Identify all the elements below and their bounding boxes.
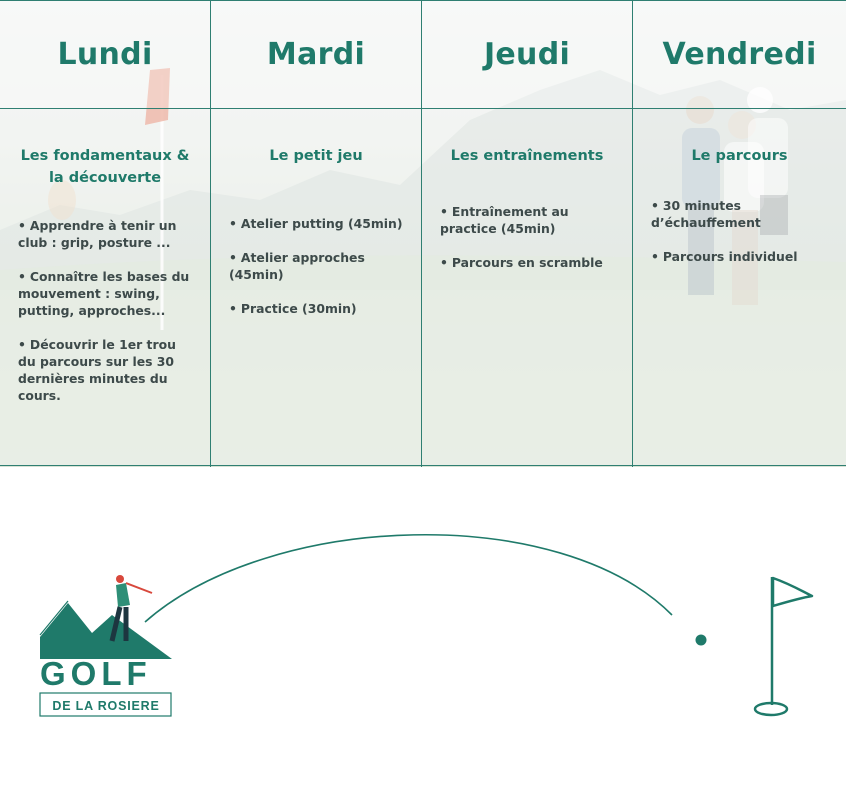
day-content bbox=[211, 109, 421, 466]
day-column-lundi bbox=[0, 0, 211, 467]
list-item: • 30 minutes d’échauffement bbox=[651, 198, 761, 230]
activity-list bbox=[440, 203, 614, 271]
day-theme: Le parcours bbox=[691, 148, 788, 164]
golf-illustration bbox=[0, 467, 846, 800]
logo-subtitle: DE LA ROSIERE bbox=[52, 699, 160, 713]
activity-list bbox=[229, 215, 403, 317]
day-title: Vendredi bbox=[662, 37, 817, 72]
day-theme: Le petit jeu bbox=[269, 148, 363, 164]
day-theme: Les entraînements bbox=[450, 148, 604, 164]
list-item: • Atelier approches (45min) bbox=[229, 250, 365, 282]
day-title: Jeudi bbox=[483, 37, 571, 72]
day-title: Mardi bbox=[266, 37, 366, 72]
day-header bbox=[422, 0, 632, 109]
list-item: • Connaître les bases du mouvement : swing, putting, approches... bbox=[18, 269, 190, 318]
golf-logo bbox=[40, 575, 172, 716]
list-item: • Parcours en scramble bbox=[440, 255, 603, 270]
day-header bbox=[633, 0, 846, 109]
flag-icon bbox=[755, 577, 812, 715]
day-header bbox=[211, 0, 421, 109]
list-item: • Apprendre à tenir un club : grip, posture ... bbox=[18, 218, 177, 250]
day-column-jeudi bbox=[422, 0, 633, 467]
golf-ball-icon bbox=[696, 635, 707, 646]
day-column-vendredi bbox=[633, 0, 846, 467]
list-item: • Practice (30min) bbox=[229, 301, 357, 316]
activity-list bbox=[651, 197, 828, 265]
day-header bbox=[0, 0, 210, 109]
day-content bbox=[0, 109, 210, 466]
activity-list bbox=[18, 217, 192, 404]
day-theme: Les fondamentaux & la découverte bbox=[20, 148, 190, 186]
logo-word: GOLF bbox=[40, 655, 152, 692]
list-item: • Atelier putting (45min) bbox=[229, 216, 403, 231]
list-item: • Découvrir le 1er trou du parcours sur les 30 dernières minutes du cours. bbox=[18, 337, 176, 403]
list-item: • Entraînement au practice (45min) bbox=[440, 204, 569, 236]
ball-trajectory bbox=[145, 535, 672, 622]
day-column-mardi bbox=[211, 0, 422, 467]
list-item: • Parcours individuel bbox=[651, 249, 798, 264]
day-content bbox=[422, 109, 632, 466]
day-content bbox=[633, 109, 846, 466]
day-title: Lundi bbox=[57, 37, 153, 72]
